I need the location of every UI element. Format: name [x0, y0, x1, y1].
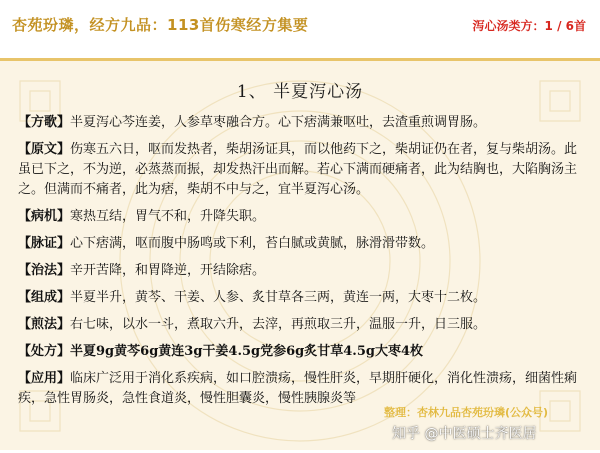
section-zucheng — [18, 288, 584, 308]
section-maizheng — [18, 234, 584, 254]
section-label: 【脉证】 — [18, 236, 71, 251]
section-yuanwen — [18, 140, 584, 200]
section-text: 右七味，以水一斗，煮取六升，去滓，再煎取三升，温服一升，日三服。 — [70, 317, 487, 332]
section-text: 半夏泻心芩连姜，人参草枣融合方。心下痞满兼呕吐，去渣重煎调胃肠。 — [70, 115, 487, 130]
section-bingji — [18, 207, 584, 227]
slide-title: 杏苑玢璘，经方九品：113首伤寒经方集要 — [12, 16, 309, 34]
section-zhifa — [18, 261, 584, 281]
section-text: 伤寒五六日，呕而发热者，柴胡汤证具，而以他药下之，柴胡证仍在者，复与柴胡汤。此虽已下之，不为逆，必蒸蒸而振，却发热汗出而解。若心下满而硬痛者，此为结胸也，大陷胸汤主之。但满而不痛者，此为痞，柴胡不中与之，宜半夏泻心汤。 — [18, 142, 578, 197]
section-chufang — [18, 342, 584, 362]
section-fangge — [18, 113, 584, 133]
section-label: 【组成】 — [18, 290, 71, 305]
section-label: 【处方】 — [18, 344, 71, 359]
section-label: 【治法】 — [18, 263, 71, 278]
slide-header — [0, 0, 600, 58]
publisher-watermark: 整理：杏林九品杏苑玢璘(公众号) — [384, 406, 549, 419]
section-text: 半夏半升，黄芩、干姜、人参、炙甘草各三两，黄连一两，大枣十二枚。 — [70, 290, 487, 305]
zhihu-watermark: 知乎 @中医硕士齐医居 — [392, 426, 537, 442]
section-label: 【煎法】 — [18, 317, 71, 332]
section-label: 【应用】 — [18, 371, 71, 386]
section-text: 半夏9g黄芩6g黄连3g干姜4.5g党参6g炙甘草4.5g大枣4枚 — [70, 344, 424, 359]
section-label: 【原文】 — [18, 142, 71, 157]
section-label: 【方歌】 — [18, 115, 71, 130]
section-jianfa — [18, 315, 584, 335]
page-indicator: 泻心汤类方：1 / 6首 — [472, 19, 586, 33]
section-yingyong — [18, 369, 584, 409]
document-title: 1、 半夏泻心汤 — [236, 82, 364, 102]
section-text: 寒热互结，胃气不和，升降失职。 — [70, 209, 266, 224]
section-list — [18, 113, 584, 416]
document-panel — [0, 58, 600, 450]
section-text: 辛开苦降，和胃降逆，开结除痞。 — [70, 263, 266, 278]
section-text: 心下痞满，呕而腹中肠鸣或下利，苔白腻或黄腻，脉滑滑带数。 — [70, 236, 435, 251]
section-text: 临床广泛用于消化系疾病，如口腔溃疡，慢性肝炎，早期肝硬化，消化性溃疡，细菌性痢疾，急性胃肠炎，急性食道炎，慢性胆囊炎，慢性胰腺炎等 — [18, 371, 578, 406]
section-label: 【病机】 — [18, 209, 71, 224]
